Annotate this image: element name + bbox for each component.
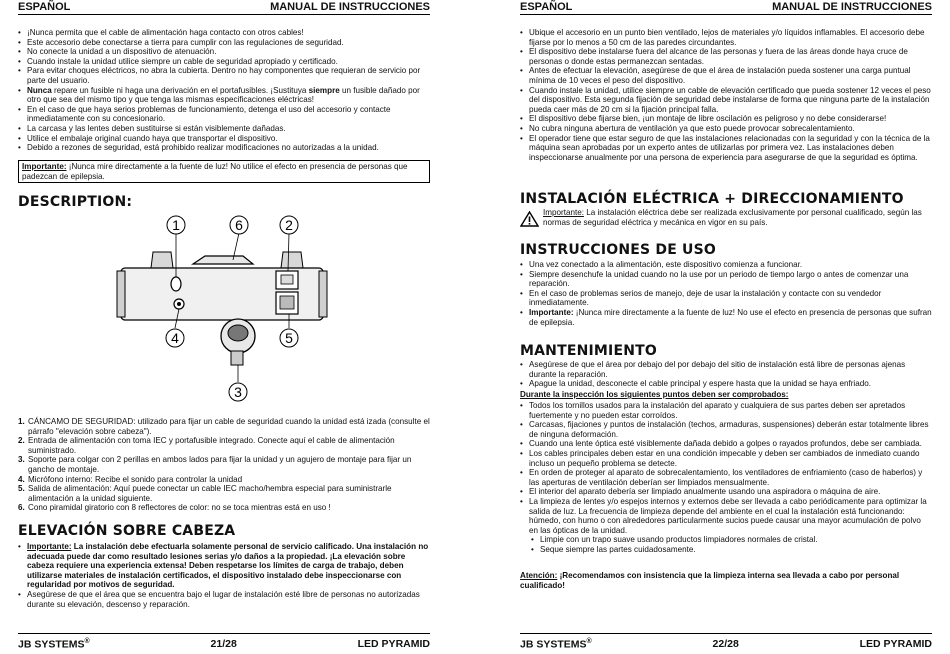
inspection-heading-text: Durante la inspección los siguientes puntos deben ser comprobados: — [520, 390, 789, 399]
power-input-socket — [276, 271, 298, 289]
warning-text — [543, 208, 932, 227]
description-list — [18, 417, 430, 513]
list-item: • El interior del aparato debería ser limpiado anualmente usando una aspiradora o máquina de aire. — [520, 487, 932, 497]
registered-mark: ® — [586, 638, 592, 645]
header-title: MANUAL DE INSTRUCCIONES — [772, 1, 932, 13]
use-note-text: ¡Nunca mire directamente a la fuente de luz! No use el efecto en presencia de personas que sufran de epilepsia. — [529, 307, 932, 327]
list-item: • El operador tiene que estar seguro de que las instalaciones relacionadas con la seguridad y con la técnica de la máquina sean aprobadas por un experto antes de utilizarlas por primera vez. Las instalaciones deben inspeccionarse anualmente por una persona de experiencia para asegurarse de que la seguridad es óptima. — [520, 134, 932, 163]
footer-brand — [18, 638, 90, 651]
description-heading: DESCRIPTION: — [18, 194, 133, 210]
header-language: ESPAÑOL — [520, 1, 573, 13]
item-text: Cono piramidal giratorio con 8 reflectores de color: no se toca mientras está en uso ! — [28, 503, 331, 513]
pyramid-cone — [193, 256, 253, 264]
list-item: • Una vez conectado a la alimentación, este dispositivo comienza a funcionar. — [520, 260, 932, 270]
list-item: • Debido a rezones de seguridad, está prohibido realizar modificaciones no autorizadas a la unidad. — [18, 143, 430, 153]
header-title: MANUAL DE INSTRUCCIONES — [270, 1, 430, 13]
overhead-text: La instalación debe efectuarla solamente personal de servicio calificado. Una instalación no adecuada puede dar como resultado lesiones serias y/o daños a la propiedad. ¡La elevación sobre cabeza requiere una experiencia extensa! Deben respetarse los límites de carga de trabajo, deben utilizarse materiales de instalación certificados, el dispositivo instalado debe inspeccionarse con regularidad por motivos de seguridad. — [27, 542, 429, 590]
page-footer — [520, 638, 932, 651]
overhead-label: Importante: — [27, 542, 72, 551]
list-item: • El dispositivo debe fijarse bien, ¡un montaje de libre oscilación es peligroso y no debe considerarse! — [520, 114, 932, 124]
list-item: • Limpie con un trapo suave usando productos limpiadores normales de cristal. — [520, 535, 932, 545]
footer-brand-name: JB SYSTEMS — [520, 638, 587, 651]
list-item: • Cuando instale la unidad utilice siempre un cable de seguridad apropiado y certificado. — [18, 57, 430, 67]
list-item: • El dispositivo debe instalarse fuera del alcance de las personas y fuera de las áreas donde haya cruce de personas o donde estas permanezcan sentadas. — [520, 47, 932, 66]
list-item — [18, 417, 430, 436]
warning-label: Importante: — [543, 208, 584, 217]
registered-mark: ® — [84, 638, 90, 645]
attention-label: Atención: — [520, 571, 558, 580]
footer-rule — [520, 633, 932, 634]
attention-note — [520, 571, 932, 590]
safety-eyelet — [171, 277, 181, 291]
callout-3-label: 3 — [234, 384, 242, 400]
footer-rule — [18, 633, 430, 634]
power-output-socket — [276, 292, 298, 314]
item-number: 6. — [18, 503, 25, 513]
footer-product: LED PYRAMID — [859, 638, 932, 650]
list-item: • Asegúrese de que el área por debajo del por debajo del sitio de instalación está libre de personas ajenas durante la reparación. — [520, 360, 932, 379]
callout-5-label: 5 — [285, 330, 293, 346]
list-item: • La carcasa y las lentes deben sustituirse si están visiblemente dañadas. — [18, 124, 430, 134]
list-item: • Cuando una lente óptica esté visiblemente dañada debido a golpes o rayados profundos, debe ser cambiada. — [520, 439, 932, 449]
item-text: Soporte para colgar con 2 perillas en ambos lados para fijar la unidad y un agujero de montaje para fijar un gancho de montaje. — [28, 455, 412, 474]
list-item: • En el caso de que haya serios problemas de funcionamiento, detenga el uso del accesorio y contacte inmediatamente con su concesionario. — [18, 105, 430, 124]
header-rule — [520, 14, 932, 15]
list-item: • Carcasas, fijaciones y puntos de instalación (techos, armaduras, suspensiones) deberán estar totalmente libres de ninguna deformación. — [520, 420, 932, 439]
footer-page-number: 21/28 — [210, 638, 237, 650]
list-item: • Ubique el accesorio en un punto bien ventilado, lejos de materiales y/o líquidos inflamables. El accesorio debe fijarse por lo menos a 50 cm de las paredes circundantes. — [520, 28, 932, 47]
list-item — [520, 308, 932, 327]
important-note-box — [18, 160, 430, 183]
list-item: • Todos los tornillos usados para la instalación del aparato y cualquiera de sus partes deben ser apretados fuertemente y no pueden estar corroídos. — [520, 401, 932, 420]
electric-warning — [520, 208, 932, 227]
page-header — [520, 1, 932, 13]
footer-page-number: 22/28 — [712, 638, 739, 650]
callout-6-label: 6 — [235, 217, 243, 233]
electric-heading: INSTALACIÓN ELÉCTRICA + DIRECCIONAMIENTO — [520, 191, 904, 207]
list-item: • Utilice el embalaje original cuando haya que transportar el dispositivo. — [18, 134, 430, 144]
header-language: ESPAÑOL — [18, 1, 71, 13]
list-item: • No cubra ninguna abertura de ventilación ya que esto puede provocar sobrecalentamiento. — [520, 124, 932, 134]
list-item: • No conecte la unidad a un dispositivo de atenuación. — [18, 47, 430, 57]
list-item: • Cuando instale la unidad, utilice siempre un cable de elevación certificado que pueda sostener 12 veces el peso del dispositivo. Esta segunda fijación de seguridad debe instalarse de forma que ninguna parte de la instalación pueda caer más de 20 cm si la fijación principal falla. — [520, 86, 932, 115]
install-list — [520, 28, 932, 162]
list-item: • Los cables principales deben estar en una condición impecable y deben ser cambiados de inmediato cuando incluso un pequeño problema se detecte. — [520, 449, 932, 468]
list-item: • Siempre desenchufe la unidad cuando no la use por un periodo de tiempo largo o antes de comenzar una reparación. — [520, 270, 932, 289]
item-number: 1. — [18, 417, 25, 426]
list-item — [18, 455, 430, 474]
overhead-heading: ELEVACIÓN SOBRE CABEZA — [18, 523, 236, 539]
callout-2 — [280, 216, 298, 234]
list-item: • Apague la unidad, desconecte el cable principal y espere hasta que la unidad se haya enfriado. — [520, 379, 932, 389]
emphasis-text: siempre — [308, 85, 340, 95]
inspection-heading — [520, 390, 932, 400]
list-item: • Seque siempre las partes cuidadosamente. — [520, 545, 932, 555]
item-number: 2. — [18, 436, 25, 446]
emphasis-text: Nunca — [27, 85, 52, 95]
list-item: • En el caso de problemas serios de manejo, deje de usar la instalación y contacte con su vendedor inmediatamente. — [520, 289, 932, 308]
callout-5 — [280, 329, 298, 347]
item-text: Entrada de alimentación con toma IEC y portafusible integrado. Conecte aquí el cable de alimentación suministrado. — [28, 436, 395, 455]
list-item — [18, 484, 430, 503]
warning-icon — [520, 211, 539, 227]
list-item: • ¡Nunca permita que el cable de alimentación haga contacto con otros cables! — [18, 28, 430, 38]
callout-2-label: 2 — [285, 217, 293, 233]
callout-1 — [167, 216, 185, 234]
list-item-text: un fusible dañado por otro que sea del mismo tipo y que tenga las mismas especificaciones eléctricas! — [27, 85, 420, 105]
page-footer — [18, 638, 430, 651]
item-text: CÁNCAMO DE SEGURIDAD: utilizado para fijar un cable de seguridad cuando la unidad está izada (consulte el párrafo "elevación sobre cabeza"). — [28, 417, 430, 436]
item-number: 5. — [18, 484, 25, 494]
list-item-text: repare un fusible ni haga una derivación en el portafusibles. ¡Sustituya — [54, 85, 307, 95]
callout-3 — [229, 383, 247, 401]
item-number: 3. — [18, 455, 25, 465]
item-text: Salida de alimentación: Aquí puede conectar un cable IEC macho/hembra especial para suministrarle alimentación a la unidad siguiente. — [28, 484, 392, 503]
note-label: Importante: — [22, 162, 67, 171]
footer-brand — [520, 638, 592, 651]
safety-list — [18, 28, 430, 153]
item-text: Micrófono interno: Recibe el sonido para controlar la unidad — [28, 474, 243, 484]
overhead-list — [18, 542, 430, 609]
list-item: • Para evitar choques eléctricos, no abra la cubierta. Dentro no hay componentes que requieran de servicio por parte del usuario. — [18, 66, 430, 85]
use-note-label: Importante: — [529, 307, 574, 317]
right-page — [520, 0, 932, 654]
use-list — [520, 260, 932, 327]
list-item — [18, 475, 430, 485]
callout-1-label: 1 — [172, 217, 180, 233]
list-item — [18, 542, 430, 590]
footer-product: LED PYRAMID — [357, 638, 430, 650]
list-item: • Este accesorio debe conectarse a tierra para cumplir con las regulaciones de seguridad. — [18, 38, 430, 48]
list-item — [18, 86, 430, 105]
maintenance-list — [520, 360, 932, 389]
item-number: 4. — [18, 474, 25, 484]
header-rule — [18, 14, 430, 15]
internal-microphone — [174, 299, 184, 309]
footer-brand-name: JB SYSTEMS — [18, 638, 85, 651]
list-item — [18, 503, 430, 513]
callout-4 — [166, 329, 184, 347]
list-item: • En orden de proteger al aparato de sobrecalentamiento, los ventiladores de enfriamiento (caso de haberlos) y las aperturas de ventilación deberían ser limpiados mensualmente. — [520, 468, 932, 487]
maintenance-heading: MANTENIMIENTO — [520, 343, 657, 359]
list-item — [18, 436, 430, 455]
note-text: ¡Nunca mire directamente a la fuente de luz! No utilice el efecto en presencia de personas que padezcan de epilepsia. — [22, 162, 408, 181]
use-heading: INSTRUCCIONES DE USO — [520, 242, 717, 258]
callout-6 — [230, 216, 248, 234]
list-item: • La limpieza de lentes y/o espejos internos y externos debe ser llevada a cabo periódicamente para optimizar la salida de luz. La frecuencia de limpieza depende del ambiente en el cual la instalación está funcionando: húmedo, con humo o con alrededores particularmente sucios puede causar una mayor acumulación de polvo en las ópticas de la unidad. — [520, 497, 932, 535]
left-page — [18, 0, 430, 654]
hanging-bracket — [221, 319, 255, 365]
inspection-list — [520, 401, 932, 555]
warning-body: La instalación eléctrica debe ser realizada exclusivamente por personal cualificado, según las normas de seguridad eléctrica y mecánica en vigor en su país. — [543, 208, 922, 227]
attention-text: ¡Recomendamos con insistencia que la limpieza interna sea llevada a cabo por personal cualificado! — [520, 571, 900, 590]
page-header — [18, 1, 430, 13]
device-diagram — [113, 212, 328, 412]
list-item: • Antes de efectuar la elevación, asegúrese de que el área de instalación pueda sostener una carga puntual mínima de 10 veces el peso del dispositivo. — [520, 66, 932, 85]
callout-4-label: 4 — [171, 330, 179, 346]
list-item: • Asegúrese de que el área que se encuentra bajo el lugar de instalación esté libre de personas no autorizadas durante su elevación, descenso y reparación. — [18, 590, 430, 609]
